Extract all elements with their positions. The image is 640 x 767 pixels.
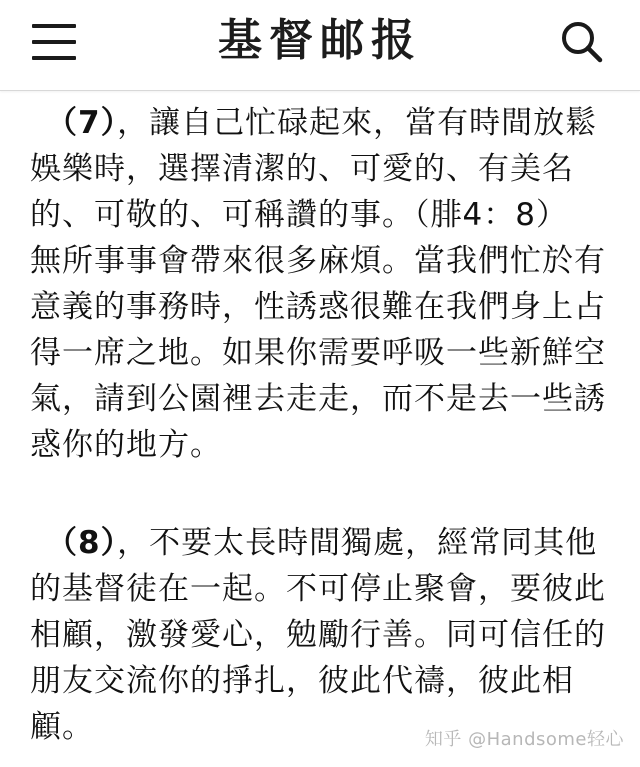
paragraph-line (30, 100, 620, 146)
search-icon[interactable] (555, 16, 611, 72)
paragraph-line: 惑你的地方。 (30, 427, 222, 463)
article-body (30, 100, 620, 750)
item-number: （8） (46, 525, 118, 561)
paragraph-spacer (30, 468, 620, 520)
top-navigation-bar (0, 0, 640, 91)
site-title[interactable]: 基督邮报 (218, 15, 422, 66)
search-icon-graphic (555, 16, 611, 72)
paragraph-line: 無所事事會帶來很多麻煩。當我們忙於有 (30, 243, 606, 279)
line-text: ，不要太長時間獨處，經常同其他 (117, 525, 598, 561)
paragraph-line: 的基督徒在一起。不可停止聚會，要彼此 (30, 571, 606, 607)
paragraph-line: 相顧，激發愛心，勉勵行善。同可信任的 (30, 617, 606, 653)
paragraph-line: 氣，請到公園裡去走走，而不是去一些誘 (30, 381, 606, 417)
paragraph-8 (30, 520, 620, 750)
item-number: （7） (46, 105, 118, 141)
paragraph-line (30, 520, 620, 566)
paragraph-line: 意義的事務時，性誘惑很難在我們身上占 (30, 289, 606, 325)
paragraph-line: 朋友交流你的掙扎，彼此代禱，彼此相 (30, 663, 574, 699)
paragraph-line: 的、可敬的、可稱讚的事。（腓4：8） (30, 197, 568, 233)
paragraph-line: 顧。 (30, 709, 94, 745)
paragraph-7 (30, 100, 620, 468)
line-text: ，讓自己忙碌起來，當有時間放鬆 (117, 105, 598, 141)
paragraph-line: 娛樂時，選擇清潔的、可愛的、有美名 (30, 151, 574, 187)
source-watermark: 知乎 @Handsome轻心 (424, 729, 624, 750)
paragraph-line: 得一席之地。如果你需要呼吸一些新鮮空 (30, 335, 606, 371)
